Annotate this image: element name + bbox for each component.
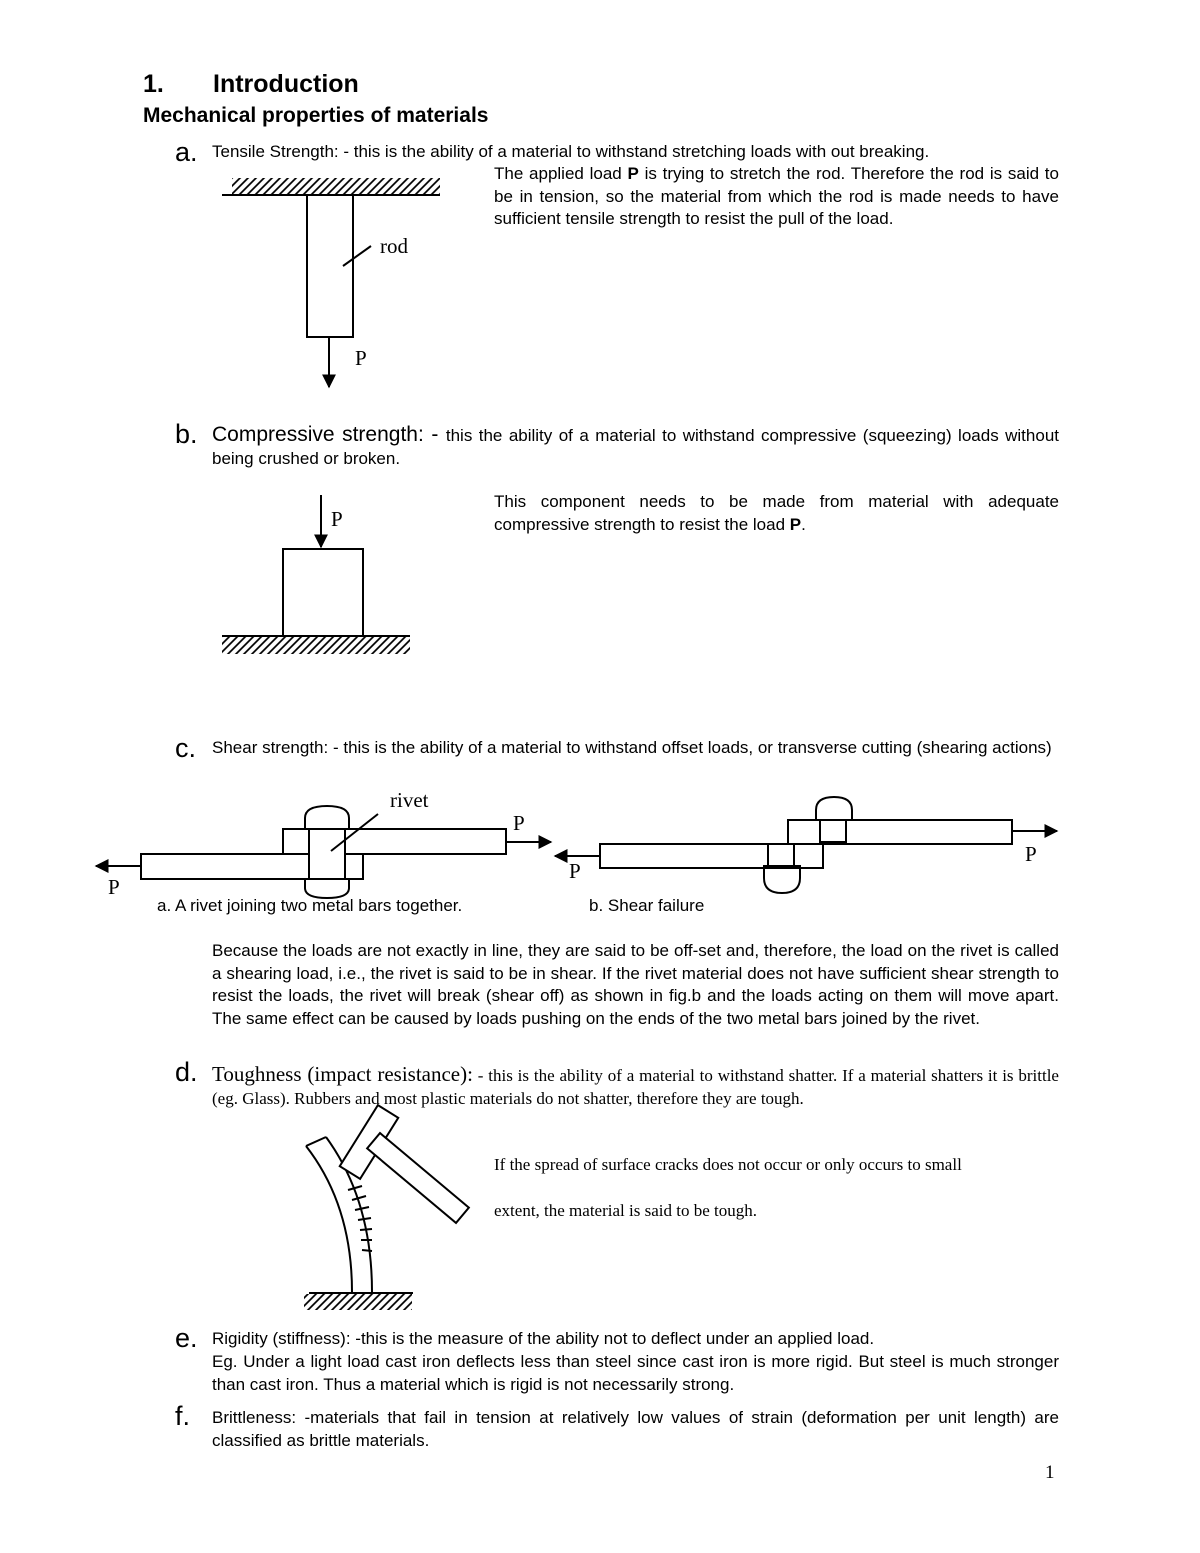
rigidity-definition: Rigidity (stiffness): -this is the measure of the ability not to deflect under an applied load. [212, 1329, 875, 1348]
compressive-load-label: P [331, 507, 343, 531]
tensile-intro: Tensile Strength: - this is the ability of a material to withstand stretching loads with out breaking. [212, 142, 930, 161]
toughness-desc-line2: extent, the material is said to be tough. [494, 1201, 757, 1220]
figure-b-caption: b. Shear failure [589, 896, 705, 915]
rivet-head-top [305, 806, 349, 829]
page-number: 1 [1045, 1462, 1055, 1483]
compressive-description: This component needs to be made from material with adequate compressive strength to resist the load P. [494, 492, 1059, 534]
base-hatch [304, 1294, 412, 1310]
item-letter-e: e. [175, 1323, 198, 1353]
compressive-block-diagram [222, 495, 410, 654]
toughness-hammer-diagram [304, 1105, 469, 1310]
shear-explanation: Because the loads are not exactly in line, they are said to be off-set and, therefore, the load on the rivet is called a shearing load, i.e., the rivet is said to be in shear. If the rivet material does not have sufficient shear strength to resist the loads, the rivet will break (shear off) as shown in fig.b and the loads acting on them will move apart. The same effect can be caused by loads pushing on the ends of the two metal bars joined by the rivet. [212, 941, 1059, 1028]
shear-intro: Shear strength: - this is the ability of a material to withstand offset loads, or transverse cutting (shearing actions) [212, 738, 1052, 757]
subheading: Mechanical properties of materials [143, 104, 489, 127]
rivet-label: rivet [390, 788, 429, 812]
shear-load-left-label: P [108, 875, 120, 899]
toughness-desc-line1: If the spread of surface cracks does not occur or only occurs to small [494, 1155, 962, 1174]
item-letter-d: d. [175, 1057, 198, 1087]
tensile-description: The applied load P is trying to stretch the rod. Therefore the rod is said to be in tension, so the material from which the rod is made needs to have sufficient tensile strength to resist the pull of the load. [494, 164, 1059, 228]
rivet-shank [309, 829, 345, 879]
ground-hatch [222, 637, 410, 654]
shear-load-right-label: P [513, 811, 525, 835]
component-block [283, 549, 363, 636]
toughness-title: Toughness (impact resistance): [212, 1062, 473, 1086]
load-symbol: P [627, 164, 639, 183]
item-letter-c: c. [175, 733, 197, 763]
rod-leader-line [343, 246, 371, 266]
rivet-joint-diagram [96, 806, 551, 898]
failure-load-right-label: P [1025, 842, 1037, 866]
item-letter-b: b. [175, 419, 198, 449]
ceiling-hatch [232, 178, 440, 194]
rigidity-example: Eg. Under a light load cast iron deflects less than steel since cast iron is more rigid. But steel is much stronger than cast iron. Thus a material which is rigid is not necessarily strong. [212, 1352, 1059, 1394]
failure-load-left-label: P [569, 859, 581, 883]
rod-label: rod [380, 234, 408, 258]
brittleness-definition: Brittleness: -materials that fail in tension at relatively low values of strain (deformation per unit length) are classified as brittle materials. [212, 1408, 1059, 1450]
sheared-rivet-top [820, 820, 846, 842]
compressive-title: Compressive strength: - [212, 423, 446, 446]
shear-failure-diagram [555, 797, 1057, 893]
figure-a-caption: a. A rivet joining two metal bars together. [157, 896, 463, 915]
tensile-rod-diagram [222, 178, 440, 387]
compressive-intro: Compressive strength: - this the ability of a material to withstand compressive (squeezing) loads without being crushed or broken. [212, 423, 1059, 468]
item-letter-a: a. [175, 137, 198, 167]
toughness-intro: Toughness (impact resistance): - this is the ability of a material to withstand shatter. If a material shatters it is brittle (eg. Glass). Rubbers and most plastic materials do not shatter, therefore they are tough. [212, 1062, 1059, 1108]
rod-shape [307, 195, 353, 337]
tensile-load-label: P [355, 346, 367, 370]
sheared-rivet-bottom [768, 844, 794, 866]
hammer-handle [367, 1133, 469, 1223]
section-number: 1. [143, 70, 164, 98]
item-letter-f: f. [175, 1401, 191, 1431]
section-title: Introduction [213, 70, 359, 98]
